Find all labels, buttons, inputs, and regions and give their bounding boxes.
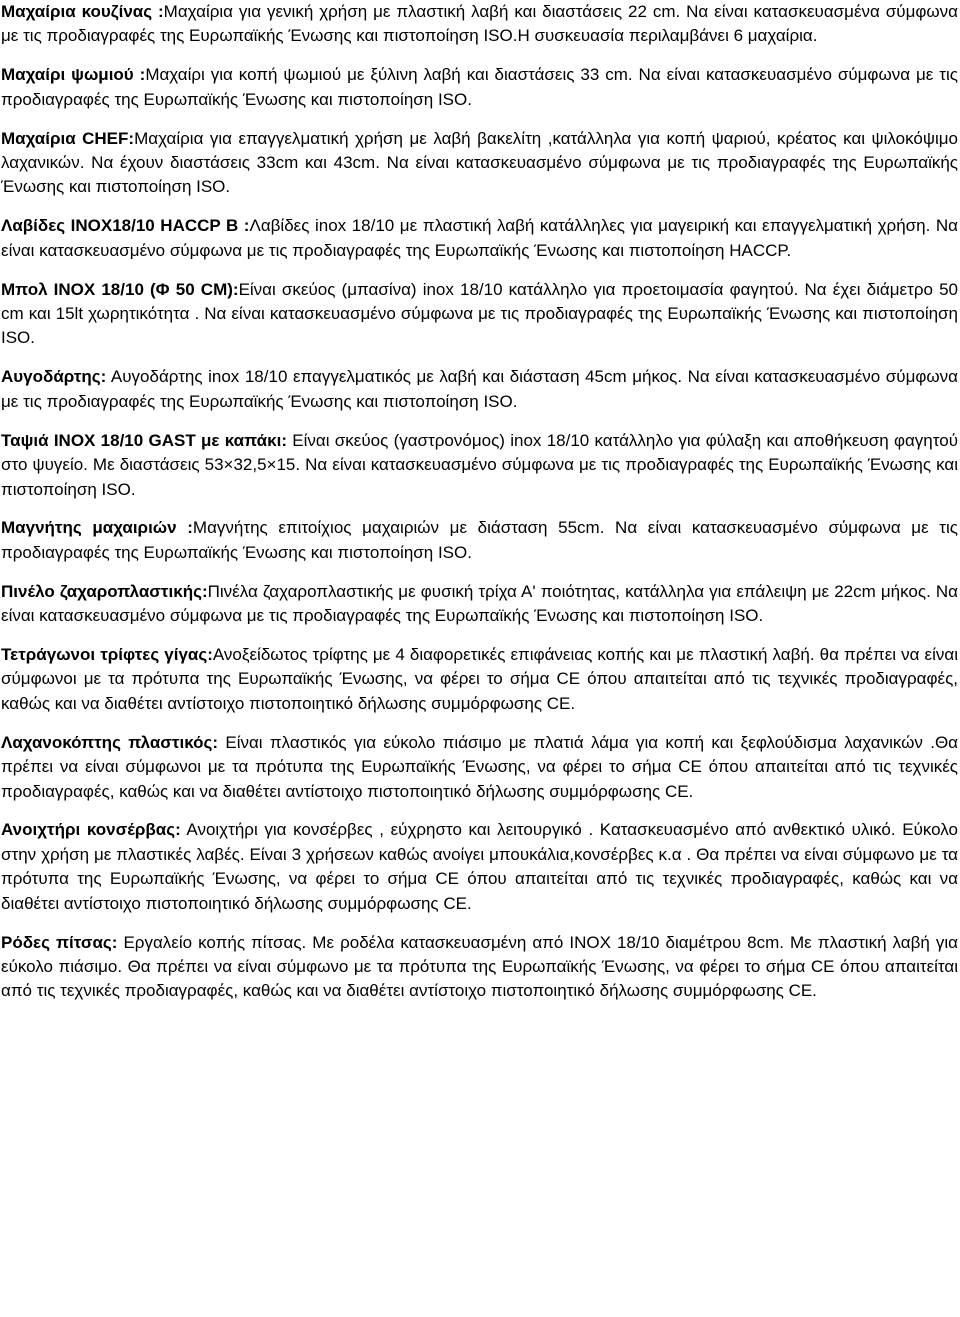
- item-bowl: [1, 278, 958, 351]
- item-title: Μαχαίρια κουζίνας :: [1, 2, 164, 21]
- item-description: Ανοξείδωτος τρίφτης με 4 διαφορετικές επιφάνειας κοπής και με πλαστική λαβή. θα πρέπει να είναι σύμφωνοι με τα πρότυπα της Ευρωπαϊκής Ένωσης, να φέρει το σήμα CE όπου απαιτείται από τις τεχνικές προδιαγραφές, καθώς και να διαθέτει αντίστοιχο πιστοποιητικό δήλωσης συμμόρφωσης CE.: [1, 645, 958, 713]
- item-vegetable-peeler: [1, 731, 958, 804]
- item-title: Λαχανοκόπτης πλαστικός:: [1, 732, 219, 752]
- item-can-opener: [1, 818, 958, 916]
- item-title: Μαχαίρια CHEF:: [1, 128, 135, 148]
- item-gastronorm-trays: [1, 429, 958, 502]
- item-kitchen-knives: [1, 0, 958, 49]
- item-description: Μαχαίρια για γενική χρήση με πλαστική λαβή και διαστάσεις 22 cm. Να είναι κατασκευασμένα σύμφωνα με τις προδιαγραφές της Ευρωπαϊκής Ένωσης και πιστοποίηση ISO.Η συσκευασία περιλαμβάνει 6 μαχαίρια.: [1, 2, 959, 46]
- item-bread-knife: [1, 63, 958, 112]
- item-chef-knives: [1, 127, 958, 200]
- item-description: Είναι σκεύος (γαστρονόμος) inox 18/10 κατάλληλο για φύλαξη και αποθήκευση φαγητού στο ψυγείο. Με διαστάσεις 53×32,5×15. Να είναι κατασκευασμένο σύμφωνα με τις προδιαγραφές της Ευρωπαϊκής Ένωσης και πιστοποίηση ISO.: [1, 430, 958, 499]
- item-title: Ρόδες πίτσας:: [1, 932, 118, 952]
- item-title: Ταψιά INOX 18/10 GAST με καπάκι:: [1, 430, 287, 450]
- item-description: Μαχαίρια για επαγγελματική χρήση με λαβή βακελίτη ,κατάλληλα για κοπή ψαριού, κρέατος και ψιλοκόψιμο λαχανικών. Να έχουν διαστάσεις 33cm και 43cm. Να είναι κατασκευασμένο σύμφωνα με τις προδιαγραφές της Ευρωπαϊκής Ένωσης και πιστοποίηση ISO.: [1, 128, 959, 197]
- item-pizza-cutter: [1, 931, 958, 1004]
- item-description: Είναι σκεύος (μπασίνα) inox 18/10 κατάλληλο για προετοιμασία φαγητού. Να έχει διάμετρο 50 cm και 15lt χωρητικότητα . Να είναι κατασκευασμένο σύμφωνα με τις προδιαγραφές της Ευρωπαϊκής Ένωσης και πιστοποίηση ISO.: [1, 279, 959, 348]
- item-description: Αυγοδάρτης inox 18/10 επαγγελματικός με λαβή και διάσταση 45cm μήκος. Να είναι κατασκευασμένο σύμφωνα με τις προδιαγραφές της Ευρωπαϊκής Ένωσης και πιστοποίηση ISO.: [1, 367, 958, 411]
- item-description: Είναι πλαστικός για εύκολο πιάσιμο με πλατιά λάμα για κοπή και ξεφλούδισμα λαχανικών .Θα πρέπει να είναι σύμφωνοι με τα πρότυπα της Ευρωπαϊκής Ένωσης, να φέρει το σήμα CE όπου απαιτείται από τις τεχνικές προδιαγραφές, καθώς και να διαθέτει αντίστοιχο πιστοποιητικό δήλωσης συμμόρφωσης CE.: [1, 732, 958, 801]
- item-tongs: [1, 214, 958, 263]
- item-description: Πινέλα ζαχαροπλαστικής με φυσική τρίχα Α' ποιότητας, κατάλληλα για επάλειψη με 22cm μήκος. Να είναι κατασκευασμένο σύμφωνα με τις προδιαγραφές της Ευρωπαϊκής Ένωσης και πιστοποίηση ISO.: [1, 581, 958, 626]
- item-knife-magnet: [1, 516, 958, 565]
- item-title: Αυγοδάρτης:: [1, 367, 107, 387]
- item-description: Μαγνήτης επιτοίχιος μαχαιριών με διάσταση 55cm. Να είναι κατασκευασμένο σύμφωνα με τις προδιαγραφές της Ευρωπαϊκής Ένωσης και πιστοποίηση ISO.: [1, 518, 958, 562]
- item-title: Πινέλο ζαχαροπλαστικής:: [1, 581, 208, 601]
- item-pastry-brush: [1, 580, 958, 629]
- item-whisk: [1, 365, 958, 414]
- item-description: Μαχαίρι για κοπή ψωμιού με ξύλινη λαβή και διαστάσεις 33 cm. Να είναι κατασκευασμένο σύμφωνα με τις προδιαγραφές της Ευρωπαϊκής Ένωσης και πιστοποίηση ISO.: [1, 65, 958, 109]
- item-box-grater: [1, 643, 958, 716]
- item-description: Εργαλείο κοπής πίτσας. Με ροδέλα κατασκευασμένη από INOX 18/10 διαμέτρου 8cm. Με πλαστική λαβή για εύκολο πιάσιμο. Θα πρέπει να είναι σύμφωνο με τα πρότυπα της Ευρωπαϊκής Ένωσης, να φέρει το σήμα CE όπου απαιτείται από τις τεχνικές προδιαγραφές, καθώς και να διαθέτει αντίστοιχο πιστοποιητικό δήλωσης συμμόρφωσης CE.: [1, 932, 958, 1001]
- item-description: Λαβίδες inox 18/10 με πλαστική λαβή κατάλληλες για μαγειρική και επαγγελματική χρήση. Να είναι κατασκευασμένο σύμφωνα με τις προδιαγραφές της Ευρωπαϊκής Ένωσης και πιστοποίηση HACCP.: [1, 216, 958, 260]
- item-title: Μπολ INOX 18/10 (Φ 50 CM):: [1, 279, 239, 299]
- item-title: Μαγνήτης μαχαιριών :: [1, 518, 193, 538]
- item-title: Μαχαίρι ψωμιού :: [1, 65, 146, 85]
- item-title: Λαβίδες INOX18/10 HACCP B :: [1, 216, 250, 236]
- item-title: Ανοιχτήρι κονσέρβας:: [1, 820, 181, 840]
- item-title: Τετράγωνοι τρίφτες γίγας:: [1, 645, 213, 665]
- item-description: Ανοιχτήρι για κονσέρβες , εύχρηστο και λειτουργικό . Κατασκευασμένο από ανθεκτικό υλικό. Εύκολο στην χρήση με πλαστικές λαβές. Είναι 3 χρήσεων καθώς ανοίγει μπουκάλια,κονσέρβες κ.α . Θα πρέπει να είναι σύμφωνο με τα πρότυπα της Ευρωπαϊκής Ένωσης, να φέρει το σήμα CE όπου απαιτείται από τις τεχνικές προδιαγραφές, καθώς και να διαθέτει αντίστοιχο πιστοποιητικό δήλωσης συμμόρφωσης CE.: [1, 820, 958, 913]
